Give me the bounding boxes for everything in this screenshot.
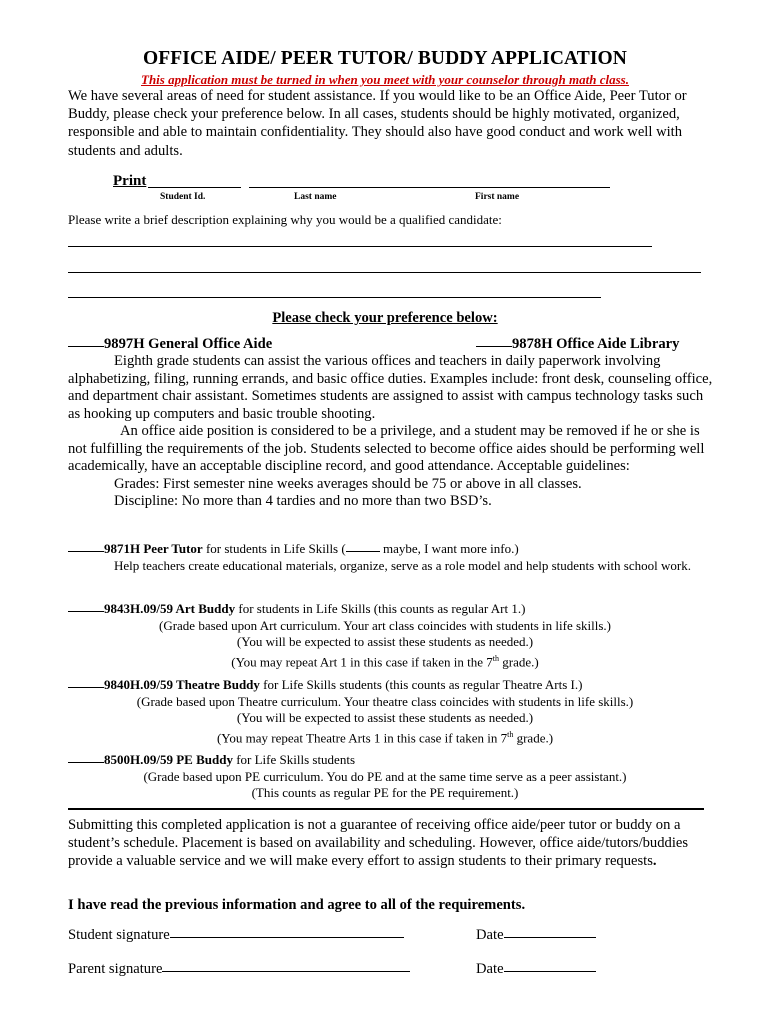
parent-date-row: [476, 961, 596, 978]
page-subtitle: This application must be turned in when you meet with your counselor through math class.: [141, 72, 629, 87]
art-buddy-code: 9843H.09/59 Art Buddy: [104, 601, 236, 616]
student-id-label: Student Id.: [160, 192, 206, 202]
pe-buddy-option[interactable]: [68, 752, 708, 769]
theatre-buddy-line-2: (You will be expected to assist these students as needed.): [236, 710, 534, 726]
theatre-buddy-line-3a: (You may repeat Theatre Arts 1 in this case if taken in 7: [216, 730, 508, 746]
agreement-statement: I have read the previous information and agree to all of the requirements.: [68, 897, 526, 913]
preference-heading: Please check your preference below:: [272, 310, 498, 326]
theatre-buddy-line-3: [68, 727, 702, 747]
office-aide-library-label: 9878H Office Aide Library: [512, 336, 680, 352]
pe-buddy-line-1: (Grade based upon PE curriculum. You do PE and at the same time serve as a peer assistant.): [143, 768, 627, 784]
office-aide-description: [68, 353, 718, 511]
name-field[interactable]: [249, 187, 610, 188]
theatre-buddy-section: [68, 677, 708, 747]
peer-tutor-desc-b: maybe, I want more info.): [379, 541, 519, 556]
peer-tutor-code: 9871H Peer Tutor: [104, 541, 203, 556]
student-id-field[interactable]: [148, 187, 241, 188]
section-divider: [68, 808, 704, 810]
art-buddy-line-3-sup: th: [492, 653, 500, 663]
art-buddy-line-1: (Grade based upon Art curriculum. Your art class coincides with students in life skills.): [158, 617, 612, 633]
peer-tutor-checkbox[interactable]: [68, 550, 104, 552]
student-date-label: Date: [476, 927, 504, 943]
peer-tutor-detail: Help teachers create educational materials, organize, serve as a role model and help students with school work.: [114, 557, 691, 573]
closing-text: Submitting this completed application is not a guarantee of receiving office aide/peer tutor or buddy on a student’s schedule. Placement is based on availability and scheduling. However, office aide/tutors/buddies provide a valuable service and we will make every effort to assign students to their primary requests: [68, 817, 689, 870]
general-office-aide-option[interactable]: [68, 336, 272, 353]
student-signature-row: [68, 927, 404, 944]
art-buddy-section: [68, 601, 708, 671]
art-buddy-desc: for students in Life Skills (this counts as regular Art 1.): [235, 601, 526, 616]
discipline-requirement: Discipline: No more than 4 tardies and no more than two BSD’s.: [114, 493, 492, 509]
grades-requirement: Grades: First semester nine weeks averages should be 75 or above in all classes.: [114, 475, 582, 492]
closing-paragraph: [68, 816, 718, 871]
peer-tutor-desc-a: for students in Life Skills (: [202, 541, 346, 556]
parent-signature-field[interactable]: [162, 970, 410, 972]
art-buddy-line-3b: grade.): [499, 654, 539, 670]
student-date-row: [476, 927, 596, 944]
theatre-buddy-line-3b: grade.): [513, 730, 554, 746]
theatre-buddy-code: 9840H.09/59 Theatre Buddy: [104, 677, 260, 692]
pe-buddy-desc: for Life Skills students: [232, 752, 355, 767]
peer-tutor-section: [68, 541, 708, 574]
office-aide-library-option[interactable]: [476, 336, 679, 353]
office-aide-para-2: An office aide position is considered to be a privilege, and a student may be removed if he or she is not fulfilling the requirements of the job. Students selected to become office aides should be performing well academically, have an acceptable discipline record, and good attendance. Acceptable guidelines:: [68, 423, 705, 474]
parent-signature-row: [68, 961, 410, 978]
art-buddy-line-2: (You will be expected to assist these students as needed.): [236, 634, 534, 650]
theatre-buddy-checkbox[interactable]: [68, 686, 104, 688]
office-aide-para-1: Eighth grade students can assist the various offices and teachers in daily paperwork involving alphabetizing, filing, running errands, and basic office duties. Examples include: front desk, counseling office, and department chair assistant. Sometimes students are assigned to assist with campus technology tasks such as hooking up computers and basic trouble shooting.: [68, 353, 713, 422]
print-label: Print: [113, 173, 147, 189]
first-name-label: First name: [475, 192, 520, 202]
pe-buddy-section: [68, 752, 708, 802]
theatre-buddy-line-3-sup: th: [507, 729, 514, 739]
student-signature-label: Student signature: [68, 927, 170, 943]
page-title: OFFICE AIDE/ PEER TUTOR/ BUDDY APPLICATION: [142, 48, 627, 69]
peer-tutor-option[interactable]: [68, 541, 708, 558]
description-prompt: Please write a brief description explaining why you would be a qualified candidate:: [68, 212, 502, 227]
theatre-buddy-option[interactable]: [68, 677, 708, 694]
art-buddy-checkbox[interactable]: [68, 610, 104, 612]
general-office-aide-checkbox[interactable]: [68, 345, 104, 347]
pe-buddy-line-2: (This counts as regular PE for the PE requirement.): [251, 785, 519, 801]
description-line-3[interactable]: [68, 297, 601, 298]
parent-signature-label: Parent signature: [68, 961, 163, 977]
last-name-label: Last name: [294, 192, 337, 202]
parent-date-field[interactable]: [504, 970, 596, 972]
art-buddy-line-3a: (You may repeat Art 1 in this case if taken in the 7: [231, 654, 493, 670]
more-info-checkbox[interactable]: [346, 550, 380, 552]
theatre-buddy-line-1: (Grade based upon Theatre curriculum. Your theatre class coincides with students in life skills.): [136, 693, 634, 709]
theatre-buddy-desc: for Life Skills students (this counts as regular Theatre Arts I.): [259, 677, 583, 692]
student-signature-field[interactable]: [170, 936, 404, 938]
art-buddy-option[interactable]: [68, 601, 708, 618]
parent-date-label: Date: [476, 961, 504, 977]
student-date-field[interactable]: [504, 936, 596, 938]
pe-buddy-checkbox[interactable]: [68, 761, 104, 763]
description-line-2[interactable]: [68, 272, 701, 273]
art-buddy-line-3: [68, 651, 702, 671]
office-aide-library-checkbox[interactable]: [476, 345, 512, 347]
general-office-aide-label: 9897H General Office Aide: [104, 336, 273, 352]
pe-buddy-code: 8500H.09/59 PE Buddy: [104, 752, 233, 767]
intro-paragraph: We have several areas of need for student assistance. If you would like to be an Office Aide, Peer Tutor or Buddy, please check your preference below. In all cases, students should be highly motivated, organized, responsible and able to maintain confidentiality. They should also have good conduct and work well with students and adults.: [68, 88, 687, 159]
description-line-1[interactable]: [68, 246, 652, 247]
closing-period: .: [652, 853, 657, 870]
